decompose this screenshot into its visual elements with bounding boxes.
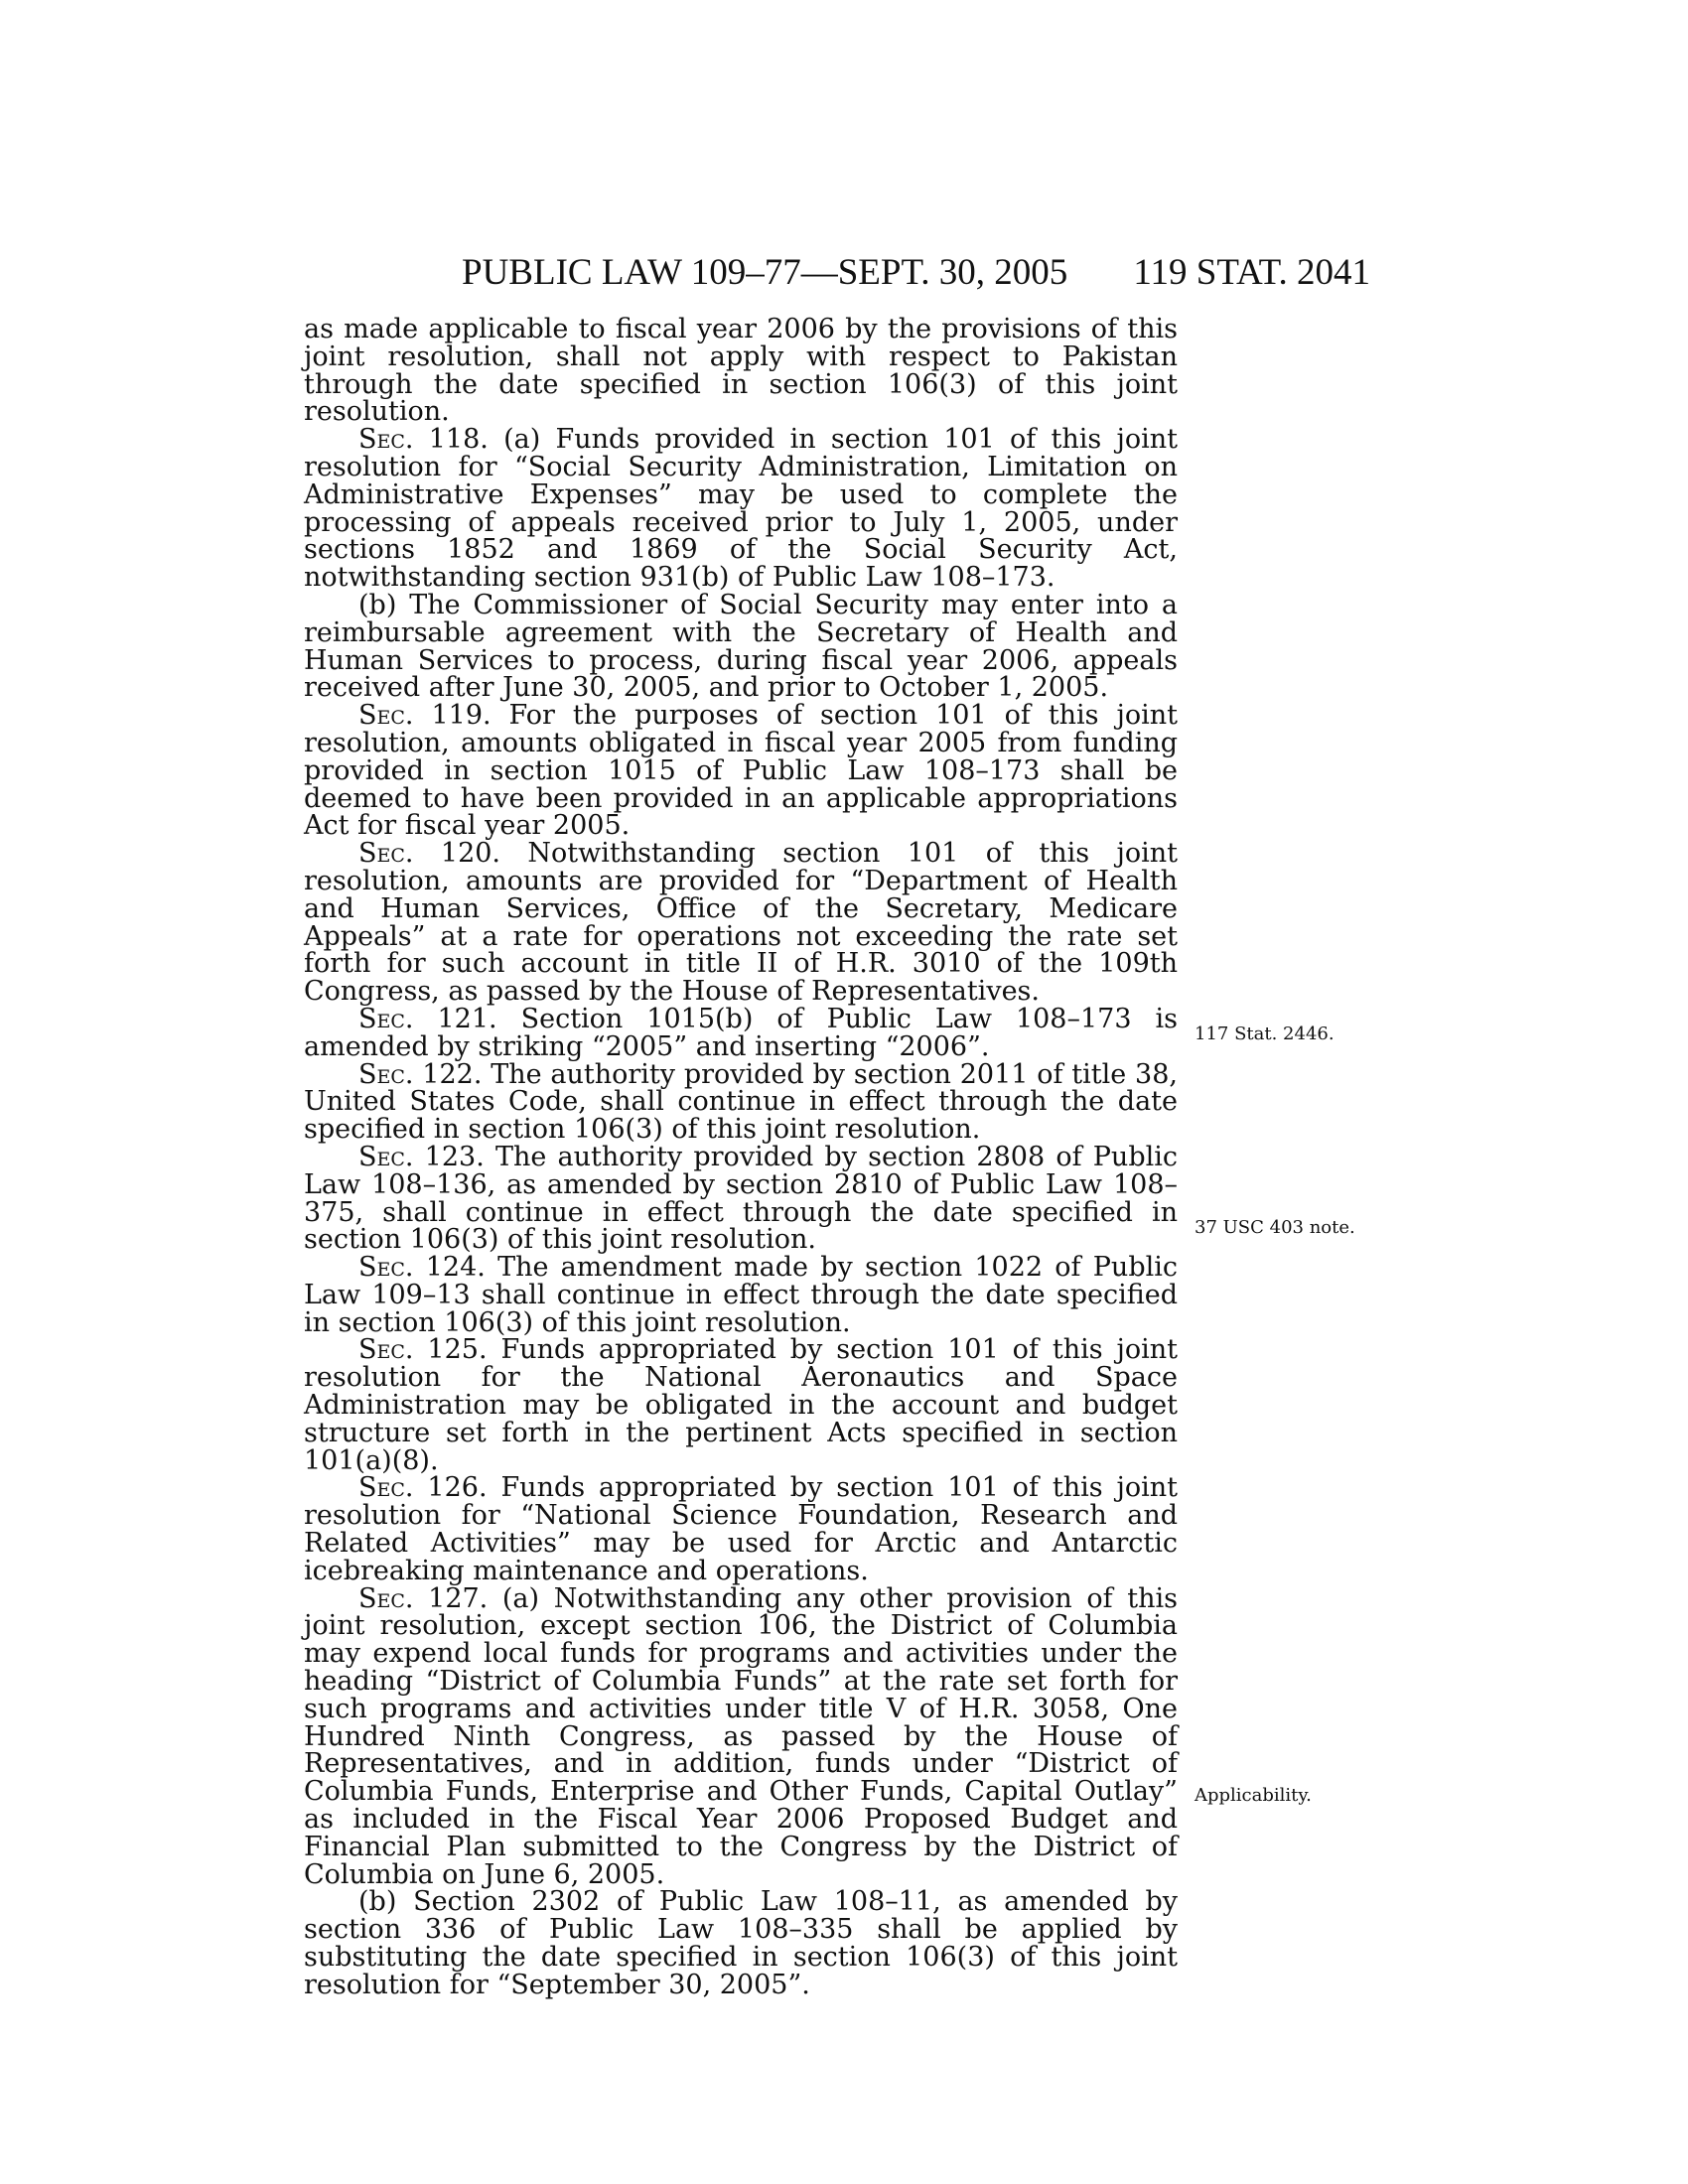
paragraph-0 bbox=[304, 316, 1178, 426]
margin-note-applicability: Applicability. bbox=[1195, 1785, 1312, 1806]
sec-label: Sec. bbox=[358, 1058, 414, 1090]
margin-note-usc: 37 USC 403 note. bbox=[1195, 1217, 1355, 1238]
margin-note-stat: 117 Stat. 2446. bbox=[1195, 1024, 1335, 1044]
paragraph-text: 126. Funds appropriated by section 101 of this joint resolution for “National Science Foundation, Research and Related Activities” may be used for Arctic and Antarctic icebreaking maintenance and operations. bbox=[304, 1472, 1178, 1586]
body-text bbox=[304, 316, 1178, 1999]
sec-label: Sec. bbox=[358, 424, 414, 456]
paragraph-sec-124 bbox=[304, 1254, 1178, 1336]
paragraph-sec-125 bbox=[304, 1336, 1178, 1474]
paragraph-118b bbox=[304, 589, 1178, 704]
header-page-ref: 119 STAT. 2041 bbox=[1133, 252, 1370, 293]
paragraph-127b bbox=[304, 1888, 1178, 1998]
running-header bbox=[407, 248, 1370, 298]
sec-label: Sec. bbox=[358, 1141, 414, 1172]
paragraph-text: 127. (a) Notwithstanding any other provision of this joint resolution, except section 106, the District of Columbia may expend local funds for programs and activities under the heading “District of Columbia Funds” at the rate set forth for such programs and activities under title V of H.R. 3058, One Hundred Ninth Congress, as passed by the House of Representatives, and in addition, funds under “District of Columbia Funds, Enterprise and Other Funds, Capital Outlay” as included in the Fiscal Year 2006 Proposed Budget and Financial Plan submitted to the Congress by the District of Columbia on June 6, 2005. bbox=[304, 1582, 1178, 1890]
sec-label: Sec. bbox=[358, 1582, 414, 1614]
paragraph-sec-122 bbox=[304, 1058, 1178, 1146]
sec-label: Sec. bbox=[358, 838, 414, 870]
paragraph-text: (b) The Commissioner of Social Security may enter into a reimbursable agreement with the Secretary of Health and Human Services to process, during fiscal year 2006, appeals received after June 30, 2005, and prior to October 1, 2005. bbox=[304, 589, 1178, 704]
paragraph-text: 124. The amendment made by section 1022 of Public Law 109–13 shall continue in effect through the date specified in section 106(3) of this joint resolution. bbox=[304, 1252, 1178, 1338]
paragraph-text: 123. The authority provided by section 2808 of Public Law 108–136, as amended by section 2810 of Public Law 108–375, shall continue in effect through the date specified in section 106(3) of this joint resolution. bbox=[304, 1141, 1178, 1256]
paragraph-sec-120 bbox=[304, 840, 1178, 1006]
sec-label: Sec. bbox=[358, 1252, 414, 1284]
paragraph-text: 125. Funds appropriated by section 101 of this joint resolution for the National Aeronautics and Space Administration may be obligated in the account and budget structure set forth in the pertinent Acts specified in section 101(a)(8). bbox=[304, 1334, 1178, 1476]
paragraph-text: 122. The authority provided by section 2011 of title 38, United States Code, shall continue in effect through the date specified in section 106(3) of this joint resolution. bbox=[304, 1058, 1178, 1146]
paragraph-sec-118 bbox=[304, 426, 1178, 592]
sec-label: Sec. bbox=[358, 1472, 414, 1504]
paragraph-sec-127 bbox=[304, 1582, 1178, 1890]
sec-label: Sec. bbox=[358, 1334, 414, 1366]
paragraph-sec-126 bbox=[304, 1474, 1178, 1584]
sec-label: Sec. bbox=[358, 1003, 414, 1034]
sec-label: Sec. bbox=[358, 700, 414, 732]
paragraph-sec-121 bbox=[304, 1003, 1178, 1062]
paragraph-text: (b) Section 2302 of Public Law 108–11, as amended by section 336 of Public Law 108–335 shall be applied by substituting the date specified in section 106(3) of this joint resolution for “September 30, 2005”. bbox=[304, 1886, 1178, 2000]
paragraph-text: 121. Section 1015(b) of Public Law 108–173 is amended by striking “2005” and inserting “2006”. bbox=[304, 1003, 1178, 1062]
header-title: PUBLIC LAW 109–77—SEPT. 30, 2005 bbox=[462, 252, 1068, 293]
paragraph-text: as made applicable to fiscal year 2006 by the provisions of this joint resolution, shall not apply with respect to Pakistan through the date specified in section 106(3) of this joint resolution. bbox=[304, 314, 1178, 428]
paragraph-sec-119 bbox=[304, 702, 1178, 840]
paragraph-text: 120. Notwithstanding section 101 of this joint resolution, amounts are provided for “Department of Health and Human Services, Office of the Secretary, Medicare Appeals” at a rate for operations not exceeding the rate set forth for such account in title II of H.R. 3010 of the 109th Congress, as passed by the House of Representatives. bbox=[304, 838, 1178, 1008]
paragraph-text: 118. (a) Funds provided in section 101 of this joint resolution for “Social Security Administration, Limitation on Administrative Expenses” may be used to complete the processing of appeals received prior to July 1, 2005, under sections 1852 and 1869 of the Social Security Act, notwithstanding section 931(b) of Public Law 108–173. bbox=[304, 424, 1178, 594]
paragraph-text: 119. For the purposes of section 101 of this joint resolution, amounts obligated in fiscal year 2005 from funding provided in section 1015 of Public Law 108–173 shall be deemed to have been provided in an applicable appropriations Act for fiscal year 2005. bbox=[304, 700, 1178, 842]
paragraph-sec-123 bbox=[304, 1141, 1178, 1256]
